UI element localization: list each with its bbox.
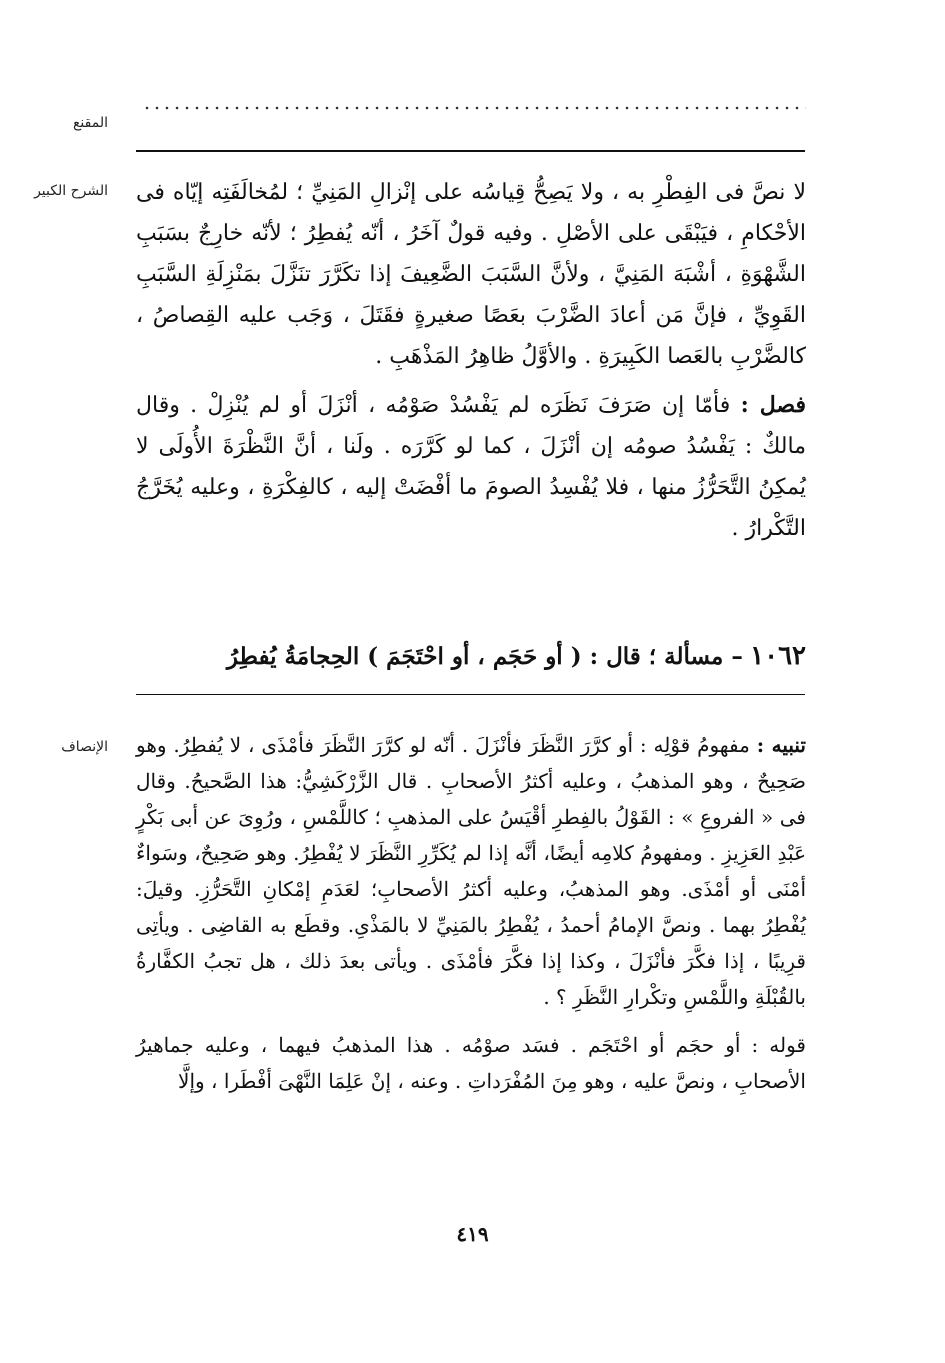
tanbih-body: مفهومُ قوْلِه : أو كرَّرَ النَّظَرَ فأنْزَلَ . أنّه لو كرَّرَ النَّظَرَ فأمْذَى ، لا يُفطِرُ. وهو صَحِيحٌ ، وهو المذهبُ ، وعليه أكثرُ الأصحابِ . قال الزَّرْكَشِيُّ: هذا الصَّحيحُ. وقال فى « الفروعِ » : القَوْلُ بالفِطرِ أقْيَسُ على المذهبِ ؛ كاللَّمْسِ ، ورُوِىَ عن أبى بَكْرٍ عَبْدِ العَزِيزِ . ومفهومُ كلامِه أيضًا، أنَّه إذا لم يُكَرِّرِ النَّظَرَ لا يُفْطِرُ. وهو صَحِيحٌ، وسَواءٌ أمْنَى أو أمْذَى. وهو المذهبُ، وعليه أكثرُ الأصحابِ؛ لعَدَمِ إمْكانِ التَّحَرُّزِ. وقيلَ: يُفْطِرُ بهما . ونصَّ الإمامُ أحمدُ ، يُفْطِرُ بالمَنِيِّ لا بالمَذْىِ. وقطَع به القاضِى . ويأتِى قرِيبًا ، إذا فكَّرَ فأنْزَلَ ، وكذا إذا فكَّرَ فأمْذَى . ويأتى بعدَ ذلك ، هل تجبُ الكفَّارةُ بالقُبْلَةِ واللَّمْسِ وتكْرارِ النَّظَرِ ؟ . [136,733,806,1009]
sharh-text-block [136,172,806,549]
header-dotted-leader [142,104,806,112]
qawluhu-paragraph: قوله : أو حجَم أو احْتَجَم . فسَد صوْمُه . هذا المذهبُ فيهما ، وعليه جماهيرُ الأصحابِ ، ونصَّ عليه ، وهو مِنَ المُفْرَداتِ . وعنه ، إنْ عَلِمَا النَّهْىَ أفْطَرا ، وإلَّا [136,1033,806,1093]
section-divider [136,694,805,695]
fasl-paragraph [136,385,806,549]
masala-line [136,636,806,677]
insaf-text-block [136,727,806,1099]
header-rule [136,150,805,152]
tanbih-heading: تنبيه : [756,733,806,757]
page-number: ٤١٩ [456,1222,489,1246]
masala-number: ١٠٦٢ [750,641,806,671]
fasl-heading: فصل : [740,392,806,418]
section-label-sharh: الشرح الكبير [34,183,108,199]
fasl-body: فأمّا إن صَرَفَ نَظَرَه لم يَفْسُدْ صَوْمُه ، أنْزَلَ أو لم يُنْزِلْ . وقال مالكٌ : يَفْسُدُ صومُه إن أنْزَلَ ، كما لو كَرَّرَه . ولَنا ، أنَّ النَّظْرَةَ الأُولَى لا يُمكِنُ التَّحَرُّزُ منها ، فلا يُفْسِدُ الصومَ ما أفْضَتْ إليه ، كالفِكْرَةِ ، وعليه يُخَرَّجُ التَّكْرارُ . [136,393,806,541]
section-label-insaf: الإنصاف [61,739,108,755]
masala-text: – مسألة ؛ قال : ( أو حَجَم ، أو احْتَجَمَ ) الحِجامَةُ يُفطِرُ [226,643,743,670]
tanbih-paragraph [136,727,806,1015]
sharh-paragraph-1: لا نصَّ فى الفِطْرِ به ، ولا يَصِحُّ قِياسُه على إنْزالِ المَنِيِّ ؛ لمُخالَفَتِه إيّاه فى الأحْكامِ ، فيَبْقَى على الأصْلِ . وفيه قولٌ آخَرُ ، أنّه يُفطِرُ ؛ لأنّه خارِجٌ بسَبَبِ الشَّهْوَةِ ، أشْبَهَ المَنِيَّ ، ولأنَّ السَّبَبَ الضَّعِيفَ إذا تكَرَّرَ تنَزَّلَ بمَنْزِلَةِ السَّبَبِ القَوِيِّ ، فإنَّ مَن أعادَ الضَّرْبَ بعَصًا صغيرةٍ فقَتَلَ ، وَجَب عليه القِصاصُ ، كالضَّرْبِ بالعَصا الكَبِيرَةِ . والأوَّلُ ظاهِرُ المَذْهَبِ . [136,180,806,369]
running-title: المقنع [72,115,108,131]
